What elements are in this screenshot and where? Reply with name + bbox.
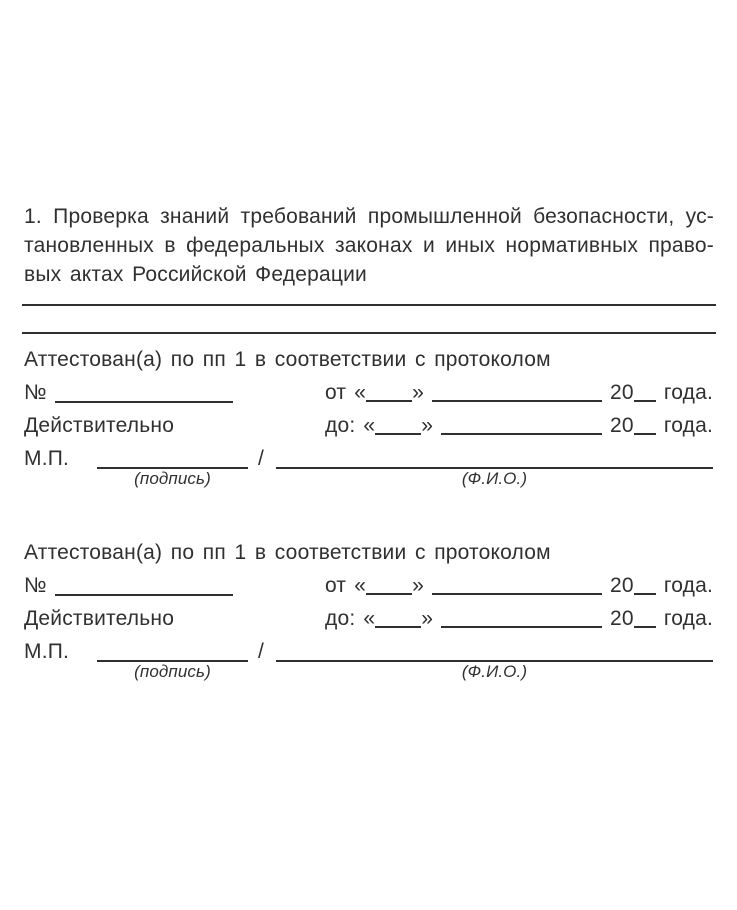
month-blank	[441, 626, 602, 628]
blank-write-line	[22, 304, 716, 306]
heading-line: вых актах Российской Федерации	[24, 263, 367, 286]
until-label: до:	[325, 414, 356, 437]
attestation-block-1	[24, 345, 715, 495]
stamp-label: М.П.	[24, 640, 70, 663]
separator-slash: /	[258, 447, 265, 470]
year-prefix: 20	[610, 574, 634, 597]
protocol-number-row	[24, 571, 715, 600]
protocol-number-blank	[55, 571, 233, 596]
number-sign: №	[24, 574, 47, 597]
year-suffix: года.	[663, 574, 713, 597]
day-blank	[375, 433, 421, 435]
number-sign: №	[24, 381, 47, 404]
day-blank-group	[354, 571, 424, 600]
until-label: до:	[325, 607, 356, 630]
quote-open: «	[354, 381, 367, 404]
year-group	[610, 571, 656, 600]
month-blank	[441, 433, 602, 435]
signature-blank	[97, 637, 248, 662]
quote-open: «	[363, 607, 376, 630]
day-blank	[366, 400, 412, 402]
quote-close: »	[412, 381, 425, 404]
year-prefix: 20	[610, 381, 634, 404]
year-blank	[634, 433, 656, 435]
attestation-title: Аттестован(а) по пп 1 в соответствии с протоколом	[24, 541, 551, 564]
year-prefix: 20	[610, 414, 634, 437]
captions-row	[24, 468, 715, 492]
protocol-number-row	[24, 378, 715, 407]
blank-write-line	[22, 332, 716, 334]
captions-row	[24, 661, 715, 685]
from-label: от	[325, 574, 347, 597]
year-group	[610, 411, 656, 440]
valid-label: Действительно	[24, 414, 175, 437]
from-label: от	[325, 381, 347, 404]
attestation-block-2	[24, 538, 715, 688]
quote-close: »	[412, 574, 425, 597]
valid-label: Действительно	[24, 607, 175, 630]
date-until-group	[325, 604, 713, 633]
day-blank	[375, 626, 421, 628]
month-blank	[432, 593, 602, 595]
year-suffix: года.	[663, 381, 713, 404]
separator-slash: /	[258, 640, 265, 663]
day-blank-group	[363, 604, 433, 633]
year-group	[610, 604, 656, 633]
year-suffix: года.	[663, 414, 713, 437]
fio-blank	[276, 637, 713, 662]
document-heading	[24, 202, 714, 289]
signature-caption: (подпись)	[134, 662, 211, 681]
day-blank-group	[354, 378, 424, 407]
year-suffix: года.	[663, 607, 713, 630]
attestation-title: Аттестован(а) по пп 1 в соответствии с протоколом	[24, 348, 551, 371]
heading-line: 1. Проверка знаний требований промышленной безопасности, ус-	[24, 205, 714, 228]
month-blank	[432, 400, 602, 402]
date-from-group	[325, 571, 713, 600]
quote-close: »	[421, 607, 434, 630]
quote-open: «	[354, 574, 367, 597]
fio-caption: (Ф.И.О.)	[461, 662, 528, 681]
day-blank	[366, 593, 412, 595]
year-blank	[634, 400, 656, 402]
valid-until-row	[24, 604, 715, 633]
year-blank	[634, 626, 656, 628]
protocol-number-blank	[55, 378, 233, 403]
signature-blank	[97, 444, 248, 469]
signature-caption: (подпись)	[134, 469, 211, 488]
heading-line: тановленных в федеральных законах и иных нормативных право-	[24, 234, 714, 257]
year-prefix: 20	[610, 607, 634, 630]
stamp-label: М.П.	[24, 447, 70, 470]
day-blank-group	[363, 411, 433, 440]
fio-caption: (Ф.И.О.)	[461, 469, 528, 488]
quote-close: »	[421, 414, 434, 437]
fio-blank	[276, 444, 713, 469]
date-until-group	[325, 411, 713, 440]
quote-open: «	[363, 414, 376, 437]
year-group	[610, 378, 656, 407]
valid-until-row	[24, 411, 715, 440]
date-from-group	[325, 378, 713, 407]
year-blank	[634, 593, 656, 595]
